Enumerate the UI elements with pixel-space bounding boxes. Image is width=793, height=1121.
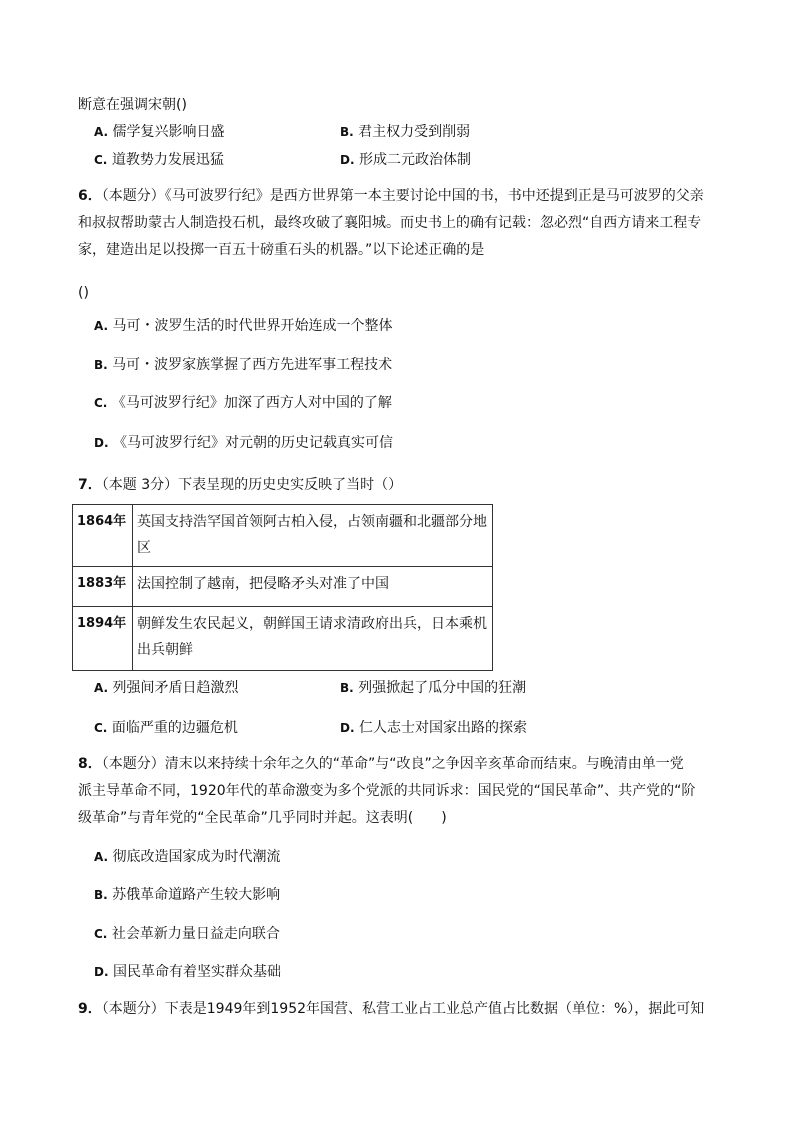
q6-stem-line-1: [78, 186, 704, 206]
option-text: 《马可波罗行纪》加深了西方人对中国的了解: [111, 395, 392, 411]
q7-stem: [78, 475, 402, 495]
question-number: 9．: [78, 1001, 102, 1017]
table-row: [73, 505, 493, 567]
option-label: A.: [94, 681, 109, 695]
year-cell: 1864年: [73, 505, 133, 567]
option-label: D.: [340, 721, 355, 735]
question-number: 6．: [78, 188, 102, 204]
q8-option-b[interactable]: [94, 885, 280, 905]
option-text: 社会革新力量日益走向联合: [111, 926, 280, 942]
option-label: C.: [94, 927, 108, 941]
year-cell: 1883年: [73, 567, 133, 607]
q5-option-d[interactable]: [340, 150, 471, 170]
option-text: 国民革命有着坚实群众基础: [112, 964, 281, 980]
q8-stem-line-2: 派主导革命不同，1920年代的革命激变为多个党派的共同诉求：国民党的“国民革命”、共产党的“阶: [78, 783, 696, 799]
option-text: 马可・波罗家族掌握了西方先进军事工程技术: [112, 357, 393, 373]
option-label: A.: [94, 319, 109, 333]
option-text: 苏俄革命道路产生较大影响: [112, 887, 281, 903]
option-text: 形成二元政治体制: [358, 152, 471, 168]
event-cell: 法国控制了越南，把侵略矛头对准了中国: [133, 567, 493, 607]
option-text: 马可・波罗生活的时代世界开始连成一个整体: [112, 318, 393, 334]
option-label: C.: [94, 721, 108, 735]
q8-option-d[interactable]: [94, 962, 281, 982]
option-text: 道教势力发展迅猛: [111, 152, 224, 168]
q7-option-c[interactable]: [94, 718, 238, 738]
q7-option-b[interactable]: [340, 678, 526, 698]
q6-stem-line-2: 和叔叔帮助蒙古人制造投石机，最终攻破了襄阳城。而史书上的确有记载：忽必烈“自西方请来工程专: [78, 215, 702, 231]
q5-option-b[interactable]: [340, 122, 470, 142]
q5-option-c[interactable]: [94, 150, 224, 170]
q5-option-a[interactable]: [94, 122, 225, 142]
option-text: 面临严重的边疆危机: [111, 720, 238, 736]
event-cell: 英国支持浩罕国首领阿古柏入侵，占领南疆和北疆部分地区: [133, 505, 493, 567]
q5-stem-tail: 断意在强调宋朝(): [78, 97, 187, 113]
option-label: B.: [340, 125, 354, 139]
q6-option-c[interactable]: [94, 393, 392, 413]
q8-stem-line-1: [78, 754, 684, 774]
q7-history-table: [72, 504, 493, 671]
option-label: C.: [94, 396, 108, 410]
stem-text: （本题分）下表是1949年到1952年国营、私营工业占工业总产值占比数据（单位：%），据此可知: [101, 1001, 705, 1017]
year-cell: 1894年: [73, 607, 133, 671]
q7-option-a[interactable]: [94, 678, 239, 698]
table-row: [73, 567, 493, 607]
q6-stem-line-3: 家，建造出足以投掷一百五十磅重石头的机器。”以下论述正确的是: [78, 242, 485, 258]
option-label: D.: [94, 436, 109, 450]
event-cell: 朝鲜发生农民起义，朝鲜国王请求清政府出兵，日本乘机出兵朝鲜: [133, 607, 493, 671]
option-text: 仁人志士对国家出路的探索: [358, 720, 527, 736]
option-label: B.: [94, 888, 108, 902]
option-text: 彻底改造国家成为时代潮流: [112, 849, 281, 865]
question-number: 8．: [78, 756, 102, 772]
option-text: 君主权力受到削弱: [358, 124, 471, 140]
q9-stem: [78, 999, 704, 1019]
option-label: D.: [94, 965, 109, 979]
q6-option-a[interactable]: [94, 316, 393, 336]
question-number: 7．: [78, 477, 102, 493]
stem-text: （本题 3分）下表呈现的历史史实反映了当时（）: [101, 477, 403, 493]
q6-option-d[interactable]: [94, 433, 393, 453]
option-label: B.: [94, 358, 108, 372]
option-label: A.: [94, 850, 109, 864]
q6-option-b[interactable]: [94, 355, 392, 375]
q6-answer-paren: (): [78, 285, 89, 301]
q8-option-a[interactable]: [94, 847, 281, 867]
option-label: A.: [94, 125, 109, 139]
option-text: 列强掀起了瓜分中国的狂潮: [358, 680, 527, 696]
stem-text: （本题分）清末以来持续十余年之久的“革命”与“改良”之争因辛亥革命而结束。与晚清由单一党: [101, 756, 684, 772]
q8-stem-line-3: 级革命”与青年党的“全民革命”几乎同时并起。这表明( ): [78, 810, 447, 826]
q7-option-d[interactable]: [340, 718, 527, 738]
table-row: [73, 607, 493, 671]
option-text: 《马可波罗行纪》对元朝的历史记载真实可信: [112, 435, 393, 451]
option-text: 列强间矛盾日趋激烈: [112, 680, 239, 696]
option-label: C.: [94, 153, 108, 167]
option-label: D.: [340, 153, 355, 167]
stem-text: （本题分）《马可波罗行纪》是西方世界第一本主要讨论中国的书，书中还提到正是马可波罗的父亲: [101, 188, 704, 204]
q8-option-c[interactable]: [94, 924, 280, 944]
option-text: 儒学复兴影响日盛: [112, 124, 225, 140]
option-label: B.: [340, 681, 354, 695]
